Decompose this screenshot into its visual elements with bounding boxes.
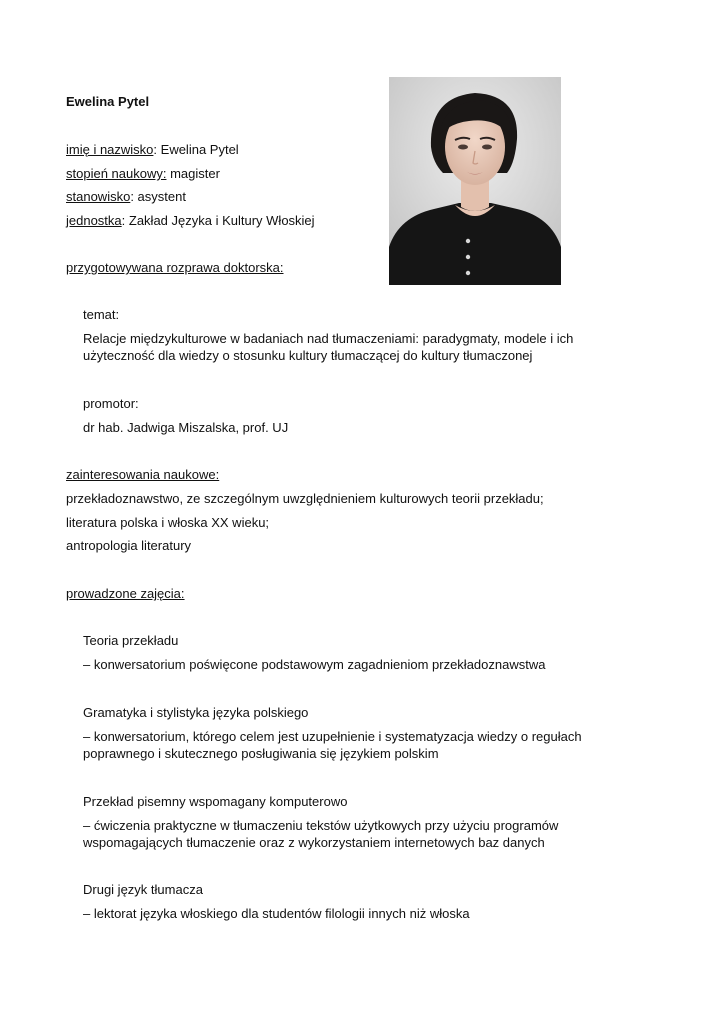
unit-value: : Zakład Języka i Kultury Włoskiej bbox=[121, 213, 315, 228]
course-desc: – lektorat języka włoskiego dla studentów filologii innych niż włoska bbox=[83, 906, 470, 921]
course-title: Teoria przekładu bbox=[83, 633, 179, 648]
course-title: Przekład pisemny wspomagany komputerowo bbox=[83, 794, 348, 809]
thesis-topic-line-1: Relacje międzykulturowe w badaniach nad tłumaczeniami: paradygmaty, modele i ich bbox=[83, 331, 574, 346]
supervisor-value: dr hab. Jadwiga Miszalska, prof. UJ bbox=[83, 420, 289, 435]
name-value: : Ewelina Pytel bbox=[153, 142, 239, 157]
portrait-photo bbox=[389, 77, 561, 285]
position-row bbox=[66, 188, 186, 205]
interest-item: przekładoznawstwo, ze szczególnym uwzględnieniem kulturowych teorii przekładu; bbox=[66, 491, 544, 506]
unit-label: jednostka bbox=[66, 213, 122, 228]
degree-label: stopień naukowy: bbox=[66, 166, 167, 181]
course-title: Drugi język tłumacza bbox=[83, 882, 203, 897]
supervisor-label: promotor: bbox=[83, 396, 139, 411]
interest-item: antropologia literatury bbox=[66, 538, 192, 553]
interests-heading: zainteresowania naukowe: bbox=[66, 467, 220, 482]
name-row bbox=[66, 141, 239, 158]
unit-row bbox=[66, 212, 315, 229]
interest-item: literatura polska i włoska XX wieku; bbox=[66, 515, 270, 530]
course-desc: wspomagających tłumaczenie oraz z wykorzystaniem internetowych baz danych bbox=[83, 835, 545, 850]
degree-value: magister bbox=[166, 166, 220, 181]
courses-heading: prowadzone zajęcia: bbox=[66, 586, 185, 601]
course-desc: – ćwiczenia praktyczne w tłumaczeniu tekstów użytkowych przy użyciu programów bbox=[83, 818, 559, 833]
position-label: stanowisko bbox=[66, 189, 131, 204]
course-desc: poprawnego i skutecznego posługiwania się językiem polskim bbox=[83, 746, 439, 761]
course-desc: – konwersatorium, którego celem jest uzupełnienie i systematyzacja wiedzy o regułach bbox=[83, 729, 582, 744]
course-title: Gramatyka i stylistyka języka polskiego bbox=[83, 705, 309, 720]
position-value: : asystent bbox=[130, 189, 186, 204]
page-title: Ewelina Pytel bbox=[66, 94, 150, 109]
thesis-heading: przygotowywana rozprawa doktorska: bbox=[66, 260, 284, 275]
name-label: imię i nazwisko bbox=[66, 142, 154, 157]
course-desc: – konwersatorium poświęcone podstawowym zagadnieniom przekładoznawstwa bbox=[83, 657, 546, 672]
thesis-topic-line-2: użyteczność dla wiedzy o stosunku kultury tłumaczącej do kultury tłumaczonej bbox=[83, 348, 533, 363]
degree-row bbox=[66, 165, 220, 182]
thesis-topic-label: temat: bbox=[83, 307, 120, 322]
